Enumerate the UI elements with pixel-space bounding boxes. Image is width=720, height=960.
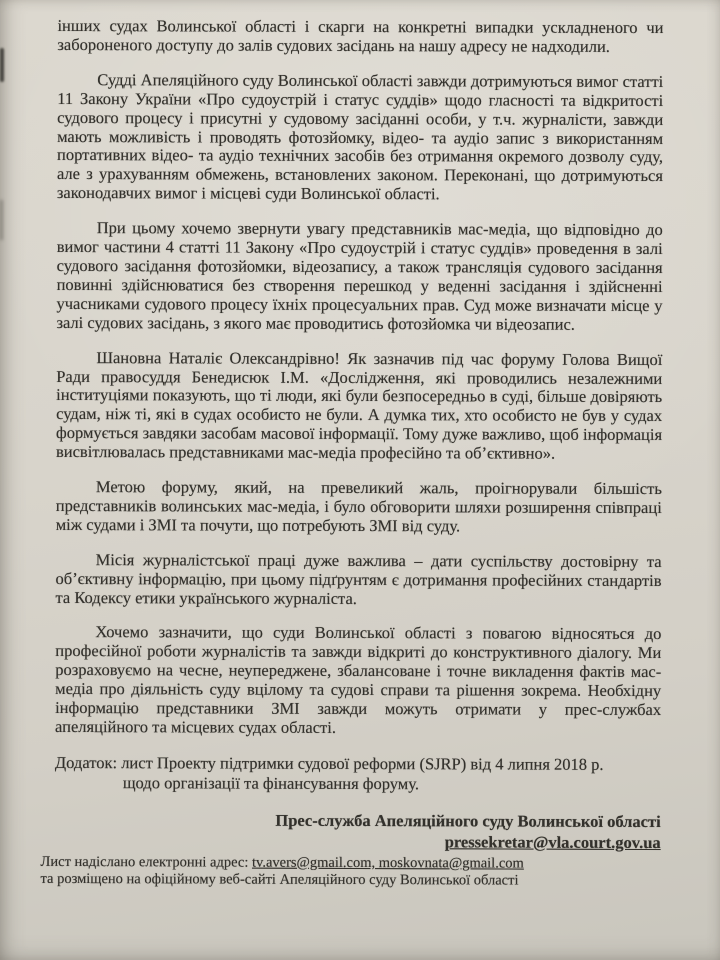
paragraph-journalism-mission: Місія журналістської праці дуже важлива – дати суспільству достовірну та об’єктивну інформацію, при цьому підґрунтям є дотримання професійних стандартів та Кодексу етики українського журналіста. bbox=[55, 549, 662, 608]
footer-note bbox=[40, 854, 660, 891]
attachment-note bbox=[55, 753, 661, 795]
footer-sent-prefix: Лист надіслано електронні адрес: bbox=[40, 853, 253, 871]
paragraph-media-attention: При цьому хочемо звернути увагу представників мас-медіа, що відповідно до вимог частини 4 статті 11 Закону «Про судоустрій і статус суддів» проведення в залі судового засідання фотозйомки, відеозапису, а також трансляція судового засідання повинні здійснюватися без створення перешкод у веденні засідання і здійсненні учасниками судового процесу їхніх процесуальних прав. Суд може визначати місце у залі судових засідань, з якого має проводитись фотозйомка чи відеозапис. bbox=[56, 218, 663, 334]
letter-body bbox=[40, 15, 664, 891]
paragraph-address-quote: Шановна Наталіє Олександрівно! Як зазначив під час форуму Голова Вищої Ради правосуддя Бенедисюк І.М. «Дослідження, які проводились незалежними інституціями показують, що ті люди, які були безпосередньо в суді, більше довіряють судам, ніж ті, які в судах особисто не були. А думка тих, хто особисто не був у судах формується завдяки засобам масової інформації. Тому дуже важливо, щоб інформація висвітлювалась представниками мас-медіа професійно та об’єктивно». bbox=[55, 347, 663, 463]
paragraph-continuation: інших судах Волинської області і скарги на конкретні випадки ускладненого чи забороненого доступу до залів судових засідань на нашу адресу не надходили. bbox=[57, 15, 664, 56]
signature-email: pressekretar@vla.court.gov.ua bbox=[444, 832, 661, 852]
attachment-line-2: щодо організації та фінансування форуму. bbox=[122, 773, 420, 794]
paragraph-forum-purpose: Метою форуму, який, на превеликий жаль, проігнорували більшість представників волинських мас-медіа, і було обговорити шляхи розширення співпраці між судами і ЗМІ та почути, що потребують ЗМІ від суду. bbox=[55, 477, 662, 536]
footer-line-2: та розміщено на офіційному веб-сайті Апеляційного суду Волинської області bbox=[40, 871, 519, 889]
paragraph-judges-compliance: Судді Апеляційного суду Волинської області завжди дотримуються вимог статті 11 Закону України «Про судоустрій і статус суддів» щодо гласності та відкритості судового процесу і присутні у судовому засіданні особи, у т.ч. журналісти, завжди мають можливість і проводять фотозйомку, відео- та аудіо запис з використанням портативних відео- та аудіо технічних засобів без отримання окремого дозволу суду, але з урахуванням обмежень, встановлених законом. Переконані, що дотримуються законодавчих вимог і місцеві суди Волинської області. bbox=[56, 69, 664, 204]
paragraph-courts-respect: Хочемо зазначити, що суди Волинської області з повагою відносяться до професійної роботи журналістів та завжди відкриті до конструктивного діалогу. Ми розраховуємо на чесне, неупереджене, збалансоване і точне викладення фактів мас-медіа про діяльність суду вцілому та судові справи та рішення зокрема. Необхідну інформацію представники ЗМІ завжди можуть отримати у прес-службах апеляційного та місцевих судах області. bbox=[55, 622, 662, 737]
footer-line-1 bbox=[41, 854, 661, 874]
scan-artifact-left-shade bbox=[0, 200, 3, 240]
footer-emails: tv.avers@gmail.com, moskovnata@gmail.com bbox=[251, 854, 524, 872]
attachment-line-1: Додаток: лист Проекту підтримки судової реформи (SJRP) від 4 липня 2018 р. bbox=[54, 752, 604, 774]
scan-artifact-left-streak bbox=[0, 48, 4, 82]
signature-org: Прес-служба Апеляційного суду Волинської області bbox=[275, 810, 661, 831]
signature-block bbox=[55, 809, 661, 853]
